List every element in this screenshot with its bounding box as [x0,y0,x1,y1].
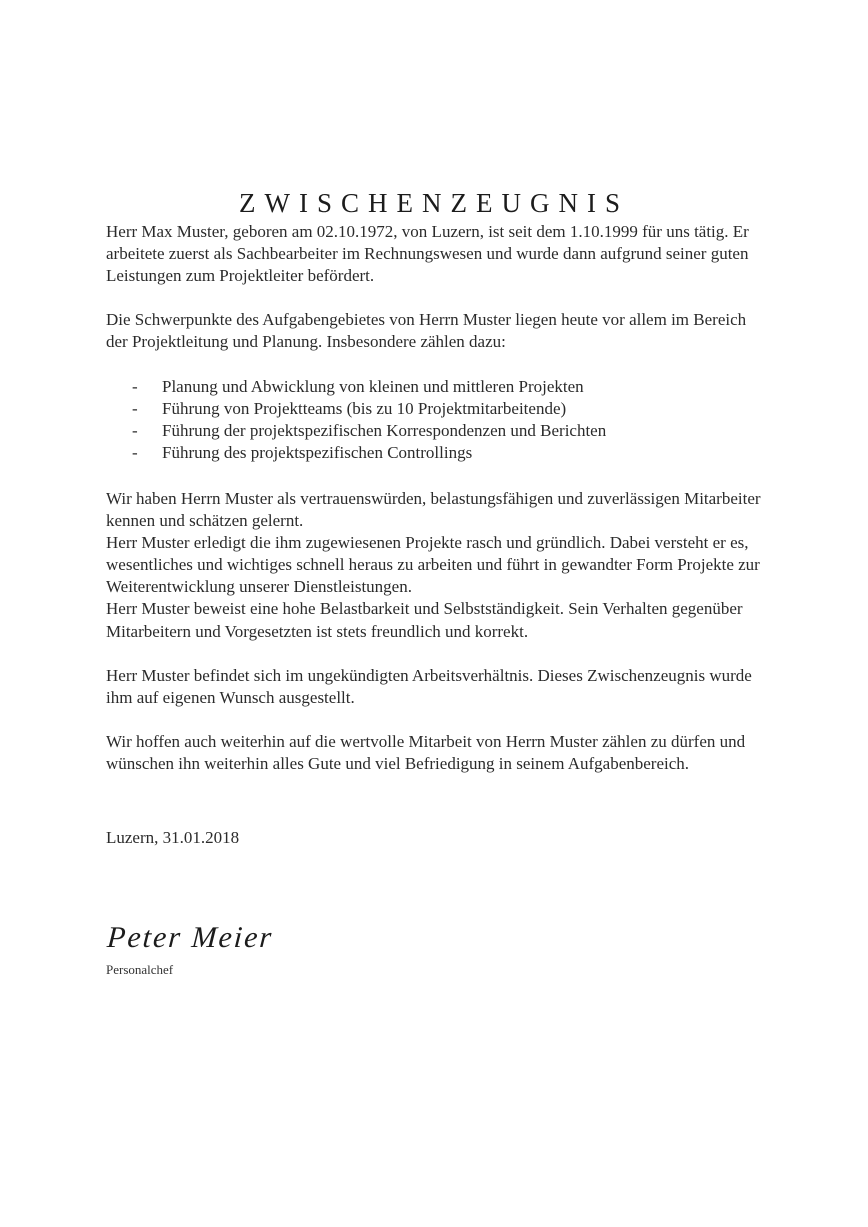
bullet-marker: - [132,376,138,396]
list-item-text: Führung von Projektteams (bis zu 10 Projektmitarbeitende) [162,398,567,418]
bullet-marker: - [132,398,138,418]
list-item [106,442,762,464]
paragraph-closing: Wir hoffen auch weiterhin auf die wertvolle Mitarbeit von Herrn Muster zählen zu dürfen und wünschen ihn weiterhin alles Gute und viel Befriedigung in seinem Aufgabenbereich. [106,731,746,773]
signature-block [106,921,762,979]
paragraph-tasks-intro: Die Schwerpunkte des Aufgabengebietes von Herrn Muster liegen heute vor allem im Bereich der Projektleitung und Planung. Insbesondere zählen dazu: [106,310,747,352]
list-item-text: Planung und Abwicklung von kleinen und mittleren Projekten [162,376,584,396]
list-item-text: Führung der projektspezifischen Korrespondenzen und Berichten [162,420,607,440]
paragraph-assessment-2: Herr Muster erledigt die ihm zugewiesenen Projekte rasch und gründlich. Dabei versteht er es, wesentliches und wichtiges schnell heraus zu arbeiten und führt in gewandter Form Projekte zur Weiterentwicklung unserer Dienstleistungen. [106,533,760,597]
paragraph-assessment-3: Herr Muster beweist eine hohe Belastbarkeit und Selbstständigkeit. Sein Verhalten gegenüber Mitarbeitern und Vorgesetzten ist stets freundlich und korrekt. [106,599,743,641]
date-line: Luzern, 31.01.2018 [106,827,240,847]
signature-handwriting: Peter Meier [106,921,275,955]
list-item-text: Führung des projektspezifischen Controllings [162,442,473,462]
assessment-block [106,488,762,643]
list-item [106,376,762,398]
signature-role: Personalchef [106,962,174,978]
list-item [106,398,762,420]
paragraph-intro: Herr Max Muster, geboren am 02.10.1972, von Luzern, ist seit dem 1.10.1999 für uns tätig. Er arbeitete zuerst als Sachbearbeiter im Rechnungswesen und wurde dann aufgrund seiner guten Leistungen zum Projektleiter befördert. [106,222,749,286]
task-list [106,376,762,464]
bullet-marker: - [132,420,138,440]
list-item [106,420,762,442]
document-title: ZWISCHENZEUGNIS [239,188,629,218]
bullet-marker: - [132,442,138,462]
paragraph-status: Herr Muster befindet sich im ungekündigten Arbeitsverhältnis. Dieses Zwischenzeugnis wurde ihm auf eigenen Wunsch ausgestellt. [106,665,752,707]
paragraph-assessment-1: Wir haben Herrn Muster als vertrauenswürden, belastungsfähigen und zuverlässigen Mitarbeiter kennen und schätzen gelernt. [106,488,761,531]
